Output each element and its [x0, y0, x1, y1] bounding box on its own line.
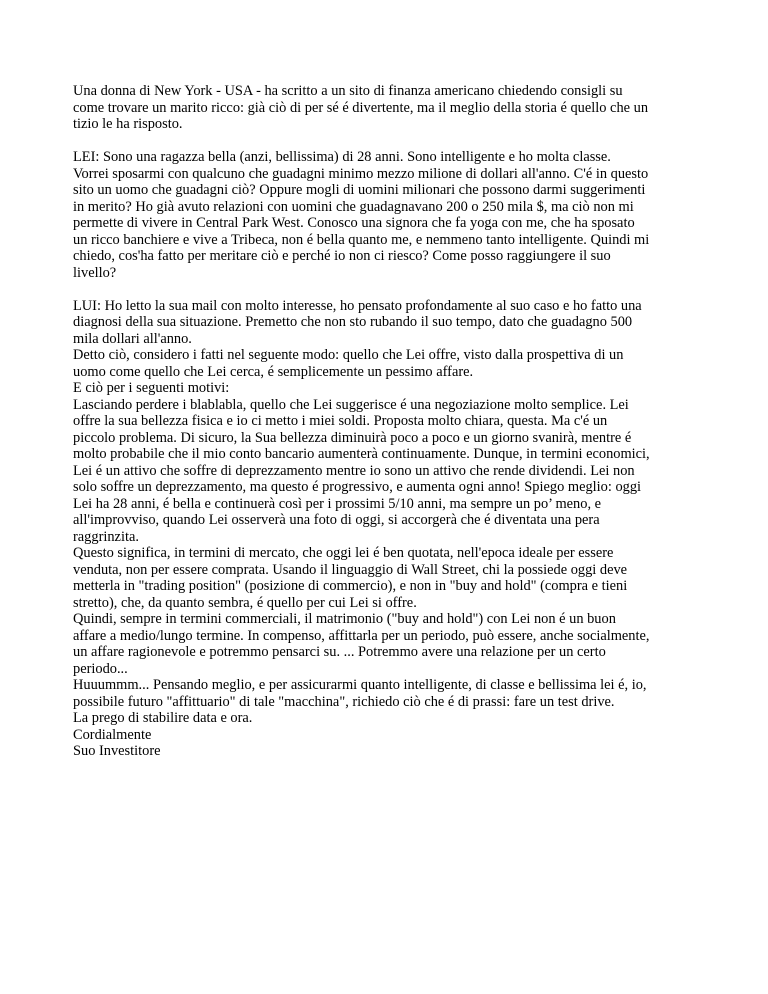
text-line: Suo Investitore	[73, 743, 161, 759]
document-page	[73, 83, 703, 776]
text-line: in merito? Ho già avuto relazioni con uomini che guadagnavano 200 o 250 mila $, ma ciò non mi	[73, 198, 634, 215]
text-line: La prego di stabilire data e ora.	[73, 710, 253, 726]
text-line: chiedo, cos'ha fatto per meritare ciò e perché io non ci riesco? Come posso raggiungere il suo	[73, 248, 611, 264]
text-line: possibile futuro "affittuario" di tale "macchina", richiedo ciò che é di prassi: fare un test drive.	[73, 693, 615, 710]
text-line: Vorrei sposarmi con qualcuno che guadagni minimo mezzo milione di dollari all'anno. C'é in questo	[73, 165, 649, 182]
text-line: molto probabile che il mio conto bancario aumenterà continuamente. Dunque, in termini economici,	[73, 446, 650, 462]
text-line: LUI: Ho letto la sua mail con molto interesse, ho pensato profondamente al suo caso e ho fatto una	[73, 297, 642, 314]
text-line: venduta, non per essere comprata. Usando il linguaggio di Wall Street, chi la possiede oggi deve	[73, 561, 628, 578]
text-line: Lasciando perdere i blablabla, quello che Lei suggerisce é una negoziazione molto semplice. Lei	[73, 396, 629, 413]
text-line: piccolo problema. Di sicuro, la Sua bellezza diminuirà poco a poco e un giorno svanirà, mentre é	[73, 429, 632, 446]
text-line: Huuummm... Pensando meglio, e per assicurarmi quanto intelligente, di classe e bellissima lei é, io,	[73, 677, 647, 693]
text-line: livello?	[73, 264, 117, 281]
text-line: uomo come quello che Lei cerca, é semplicemente un pessimo affare.	[73, 363, 474, 380]
text-line: permette di vivere in Central Park West. Conosco una signora che fa yoga con me, che ha sposato	[73, 215, 635, 231]
text-line: sito un uomo che guadagni ciò? Oppure mogli di uomini milionari che possono darmi suggerimenti	[73, 182, 646, 198]
text-line: tizio le ha risposto.	[73, 116, 183, 132]
text-line: Lei é un attivo che soffre di deprezzamento mentre io sono un attivo che rende dividendi. Lei non	[73, 462, 635, 479]
lei-paragraph	[73, 149, 703, 281]
text-line: diagnosi della sua situazione. Premetto che non sto rubando il suo tempo, dato che guadagno 500	[73, 314, 633, 330]
text-line: Una donna di New York - USA - ha scritto a un sito di finanza americano chiedendo consigli su	[73, 83, 623, 99]
text-line: offre la sua bellezza fisica e io ci metto i miei soldi. Proposta molto chiara, questa. Ma c'é un	[73, 413, 608, 429]
text-line: affare a medio/lungo termine. In compenso, affittarla per un periodo, può essere, anche socialmente,	[73, 627, 650, 644]
text-line: Detto ciò, considero i fatti nel seguente modo: quello che Lei offre, visto dalla prospettiva di un	[73, 347, 624, 363]
text-line: Cordialmente	[73, 726, 152, 743]
text-line: come trovare un marito ricco: già ciò di per sé é divertente, ma il meglio della storia é quello che un	[73, 99, 649, 116]
intro-paragraph	[73, 83, 703, 133]
text-line: un affare ragionevole e potremmo pensarci su. ... Potremmo avere una relazione per un certo	[73, 644, 606, 660]
text-line: all'improvviso, quando Lei osserverà una foto di oggi, si accorgerà che é diventata una pera	[73, 512, 600, 528]
text-line: E ciò per i seguenti motivi:	[73, 380, 230, 396]
text-line: un ricco banchiere e vive a Tribeca, non é bella quanto me, e nemmeno tanto intelligente. Quindi mi	[73, 231, 650, 248]
text-line: Lei ha 28 anni, é bella e continuerà così per i prossimi 5/10 anni, ma sempre un po’ meno, e	[73, 495, 602, 512]
text-line: Questo significa, in termini di mercato, che oggi lei é ben quotata, nell'epoca ideale per essere	[73, 545, 614, 561]
text-line: solo soffre un deprezzamento, ma questo é progressivo, e aumenta ogni anno! Spiego meglio: oggi	[73, 479, 642, 495]
text-line: stretto), che, da quanto sembra, é quello per cui Lei si offre.	[73, 594, 417, 611]
text-line: Quindi, sempre in termini commerciali, il matrimonio ("buy and hold") con Lei non é un buon	[73, 611, 616, 627]
text-line: mila dollari all'anno.	[73, 330, 192, 347]
lui-paragraph	[73, 298, 703, 760]
text-line: metterla in "trading position" (posizione di commercio), e non in "buy and hold" (compra e tieni	[73, 578, 628, 594]
text-line: LEI: Sono una ragazza bella (anzi, bellissima) di 28 anni. Sono intelligente e ho molta classe.	[73, 149, 611, 165]
text-line: periodo...	[73, 660, 128, 677]
text-line: raggrinzita.	[73, 528, 139, 545]
